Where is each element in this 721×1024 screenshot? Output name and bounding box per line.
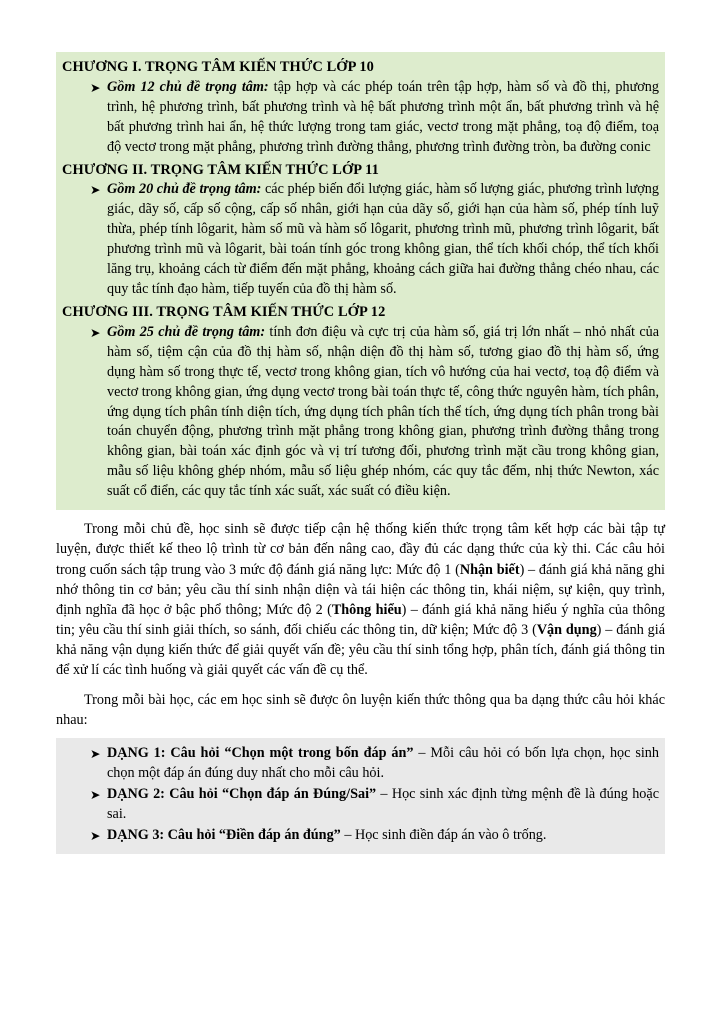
chapter-bullet-body-1: tập hợp và các phép toán trên tập hợp, hàm số và đồ thị, phương trình, hệ phương trình, bất phương trình và hệ bất phương trình một ẩn, bất phương trình và hệ bất phương trình hai ẩn, hệ thức lượng trong tam giác, vectơ trong mặt phẳng, toạ độ điểm, toạ độ vectơ trong mặt phẳng, phương trình đường thẳng, phương trình đường tròn, ba đường conic — [107, 78, 659, 155]
question-type-body-3: – Học sinh điền đáp án vào ô trống. — [340, 826, 547, 843]
chapter-bullet-body-2: các phép biến đổi lượng giác, hàm số lượng giác, phương trình lượng giác, dãy số, cấp số cộng, cấp số nhân, giới hạn của dãy số, giới hạn của hàm số, phép tính luỹ thừa, phép tính lôgarit, hàm số mũ và hàm số lôgarit, phương trình mũ, phương trình lôgarit, bất phương trình mũ và lôgarit, bài toán tính góc trong không gian, thể tích khối chóp, thể tích khối lăng trụ, khoảng cách từ điểm đến mặt phẳng, khoảng cách giữa hai đường thẳng chéo nhau, các quy tắc tính đạo hàm, tiếp tuyến của đồ thị hàm số. — [107, 181, 659, 298]
chapter-heading-1: CHƯƠNG I. TRỌNG TÂM KIẾN THỨC LỚP 10 — [62, 59, 374, 75]
question-type-body-2: – Học sinh xác định từng mệnh đề là đúng hoặc sai. — [107, 785, 659, 822]
question-type-lead-1: DẠNG 1: Câu hỏi “Chọn một trong bốn đáp án” — [107, 744, 414, 761]
chapter-bullet-2 — [62, 180, 659, 300]
body-text: ) – đánh giá khả năng ghi nhớ thông tin cơ bản; yêu cầu thí sinh nhận diện và tái hiện các thông tin, khái niệm, sự kiện, quy trình, định nghĩa đã học ở bậc phổ thông; Mức độ 2 ( — [56, 561, 666, 618]
grey-highlight-section — [56, 738, 665, 854]
body-paragraphs — [56, 510, 665, 730]
arrow-bullet-icon: ➤ — [90, 745, 101, 761]
paragraph-question-types-intro — [56, 690, 665, 730]
question-type-item — [62, 744, 659, 784]
chapter-bullet-body-3: tính đơn điệu và cực trị của hàm số, giá trị lớn nhất – nhỏ nhất của hàm số, tiệm cận của đồ thị hàm số, nhận diện đồ thị hàm số, tương giao đồ thị hàm số, ứng dụng hàm số trong thực tế, vectơ trong không gian, tích vô hướng của hai vectơ, toạ độ điểm và vectơ trong không gian, ứng dụng vectơ trong bài toán thực tế, công thức nguyên hàm, tích phân, ứng dụng tích phân tính diện tích, ứng dụng tích phân tích thể tích, ứng dụng tích phân trong bài toán chuyển động, phương trình mặt phẳng trong không gian, phương trình đường thẳng trong không gian, bài toán xác định góc và vị trí tương đối, phương trình mặt cầu trong không gian, mẫu số liệu không ghép nhóm, mẫu số liệu ghép nhóm, các quy tắc đếm, nhị thức Newton, xác suất cổ điển, các quy tắc tính xác suất, xác suất có điều kiện. — [107, 323, 660, 500]
question-type-item — [62, 785, 659, 825]
question-type-lead-3: DẠNG 3: Câu hỏi “Điền đáp án đúng” — [107, 826, 341, 843]
emphasis-text: Nhận biết — [459, 561, 520, 578]
arrow-bullet-icon: ➤ — [90, 79, 101, 95]
chapter-heading-3: CHƯƠNG III. TRỌNG TÂM KIẾN THỨC LỚP 12 — [62, 303, 386, 320]
emphasis-text: Vận dụng — [536, 622, 597, 639]
chapter-bullet-lead-2: Gồm 20 chủ đề trọng tâm: — [107, 181, 262, 198]
emphasis-text: Thông hiểu — [331, 601, 402, 618]
question-type-text-3 — [107, 826, 659, 846]
chapter-bullet-text-1 — [107, 78, 659, 158]
chapter-heading-2: CHƯƠNG II. TRỌNG TÂM KIẾN THỨC LỚP 11 — [62, 161, 379, 178]
arrow-bullet-icon: ➤ — [90, 324, 101, 340]
green-highlight-section — [56, 52, 665, 510]
chapter-bullet-text-3 — [107, 323, 659, 503]
body-text: ) – đánh giá khả năng hiểu ý nghĩa của thông tin; yêu cầu thí sinh giải thích, so sánh, đối chiếu các thông tin, dữ kiện; Mức độ 3 ( — [56, 601, 665, 639]
body-text: ) – đánh giá khả năng vận dụng kiến thức để giải quyết vấn đề; yêu cầu thí sinh tổng hợp, phân tích, đánh giá thông tin để xử lí các tình huống và giải quyết các vấn đề cụ thể. — [56, 622, 665, 679]
arrow-bullet-icon: ➤ — [90, 182, 101, 198]
question-type-body-1: – Mỗi câu hỏi có bốn lựa chọn, học sinh chọn một đáp án đúng duy nhất cho mỗi câu hỏi. — [107, 744, 659, 781]
chapter-bullet-3 — [62, 323, 659, 503]
question-type-text-2 — [107, 785, 659, 825]
arrow-bullet-icon: ➤ — [90, 786, 101, 802]
question-type-text-1 — [107, 744, 659, 784]
chapter-bullet-lead-1: Gồm 12 chủ đề trọng tâm: — [107, 78, 269, 95]
chapter-bullet-1 — [62, 78, 659, 158]
body-text: Trong mỗi bài học, các em học sinh sẽ được ôn luyện kiến thức thông qua ba dạng thức câu hỏi khác nhau: — [56, 691, 665, 728]
question-type-lead-2: DẠNG 2: Câu hỏi “Chọn đáp án Đúng/Sai” — [107, 785, 377, 802]
chapter-bullet-text-2 — [107, 180, 659, 300]
paragraph-levels — [56, 519, 665, 680]
arrow-bullet-icon: ➤ — [90, 827, 101, 843]
question-type-item — [62, 826, 659, 846]
body-text: Trong mỗi chủ đề, học sinh sẽ được tiếp cận hệ thống kiến thức trọng tâm kết hợp các bài tập tự luyện, được thiết kế theo lộ trình từ cơ bản đến nâng cao, đầy đủ các dạng thức của kỳ thi. Các câu hỏi trong cuốn sách tập trung vào 3 mức độ đánh giá năng lực: Mức độ 1 ( — [56, 521, 665, 578]
chapter-bullet-lead-3: Gồm 25 chủ đề trọng tâm: — [107, 323, 266, 340]
